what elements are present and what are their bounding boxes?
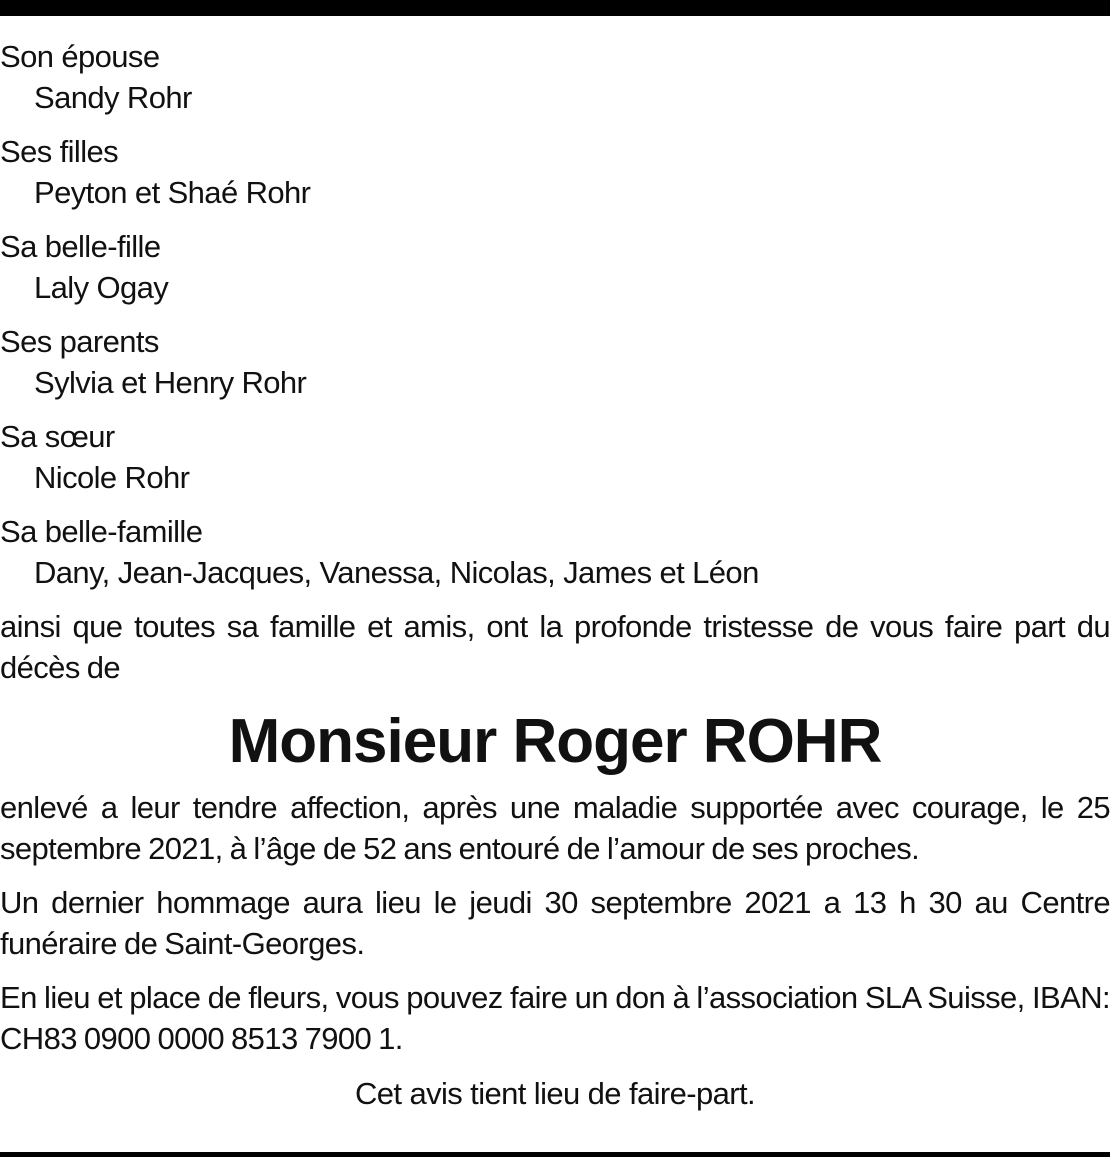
relation-label: Sa belle-famille [0,514,203,549]
intro-paragraph: ainsi que toutes sa famille et amis, ont la profonde tristesse de vous faire part du décès de [0,609,1110,685]
relation-label: Son épouse [0,39,160,74]
relative-names: Dany, Jean-Jacques, Vanessa, Nicolas, James et Léon [34,555,759,590]
relation-label: Ses filles [0,134,119,169]
relation-label: Sa belle-fille [0,229,161,264]
relative-names: Nicole Rohr [34,460,190,495]
deceased-name: Monsieur Roger ROHR [228,707,882,776]
donation-paragraph: En lieu et place de fleurs, vous pouvez faire un don à l’association SLA Suisse, IBAN: CH83 0900 0000 8513 7900 1. [0,980,1110,1056]
relative-names: Sylvia et Henry Rohr [34,365,307,400]
death-paragraph: enlevé a leur tendre affection, après une maladie supportée avec courage, le 25 septembre 2021, à l’âge de 52 ans entouré de l’amour de ses proches. [0,790,1110,866]
family-block [0,36,1110,593]
bottom-rule [0,1152,1110,1157]
relative-names: Sandy Rohr [34,80,192,115]
relation-label: Ses parents [0,324,159,359]
ceremony-paragraph: Un dernier hommage aura lieu le jeudi 30 septembre 2021 a 13 h 30 au Centre funéraire de Saint-Georges. [0,885,1110,961]
relative-names: Laly Ogay [34,270,169,305]
relation-label: Sa sœur [0,419,115,454]
closing-note: Cet avis tient lieu de faire-part. [354,1076,756,1111]
relative-names: Peyton et Shaé Rohr [34,175,311,210]
top-rule [0,0,1110,16]
obituary-notice [0,36,1110,1114]
